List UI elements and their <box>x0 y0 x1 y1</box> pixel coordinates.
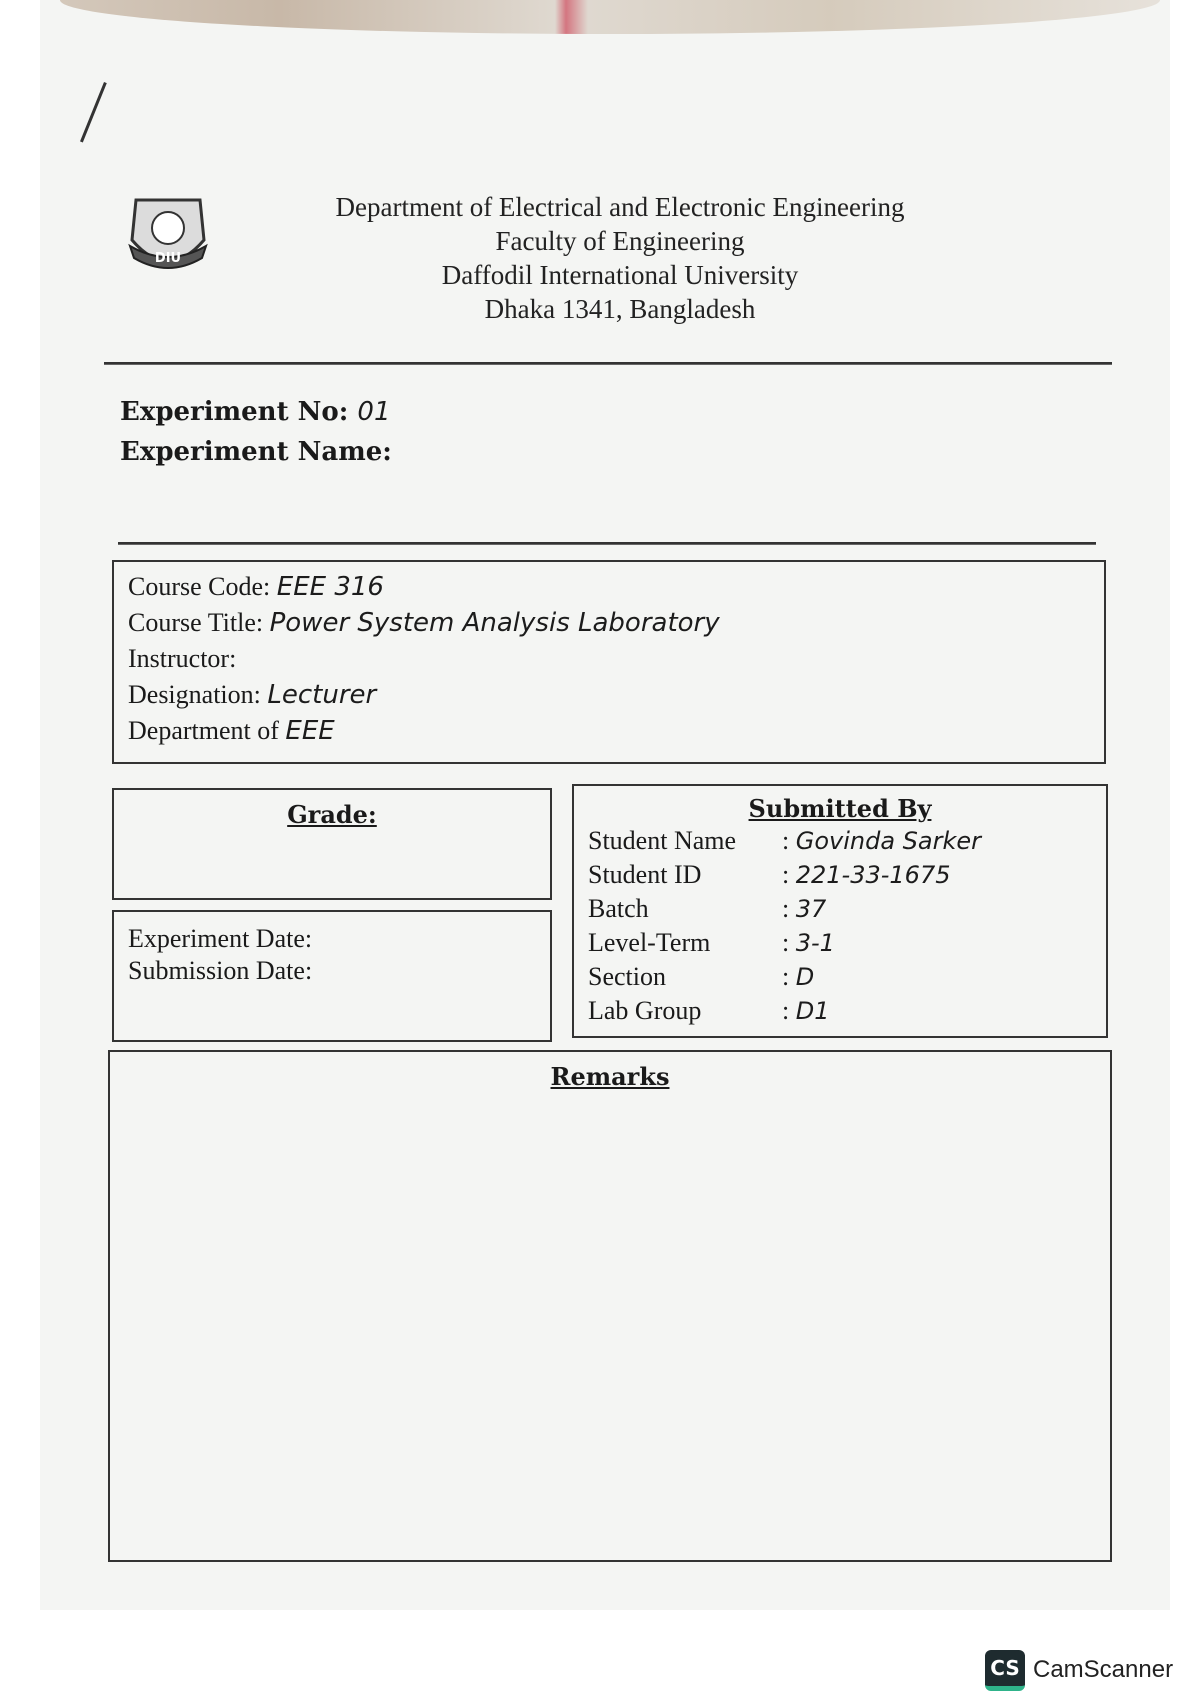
student-name-row: Student Name : Govinda Sarker <box>588 826 982 855</box>
lab-group-value: D1 <box>795 997 830 1025</box>
instructor-label: Instructor: <box>128 644 237 673</box>
student-id-row: Student ID : 221-33-1675 <box>588 860 951 889</box>
designation-label: Designation: <box>128 680 261 709</box>
submitted-by-box <box>572 784 1108 1038</box>
submission-date-label: Submission Date: <box>128 956 313 985</box>
batch-value: 37 <box>795 895 827 923</box>
experiment-info <box>120 392 392 472</box>
course-code-label: Course Code: <box>128 572 271 601</box>
grade-box <box>112 788 552 900</box>
university-name: Daffodil International University <box>441 260 799 290</box>
student-name-label: Student Name <box>588 826 737 855</box>
submitted-by-title: Submitted By <box>748 794 932 823</box>
department-label: Department of <box>128 716 279 745</box>
institution-header <box>270 190 970 326</box>
course-code-row <box>128 572 384 602</box>
camscanner-watermark <box>985 1650 1173 1690</box>
lab-group-row: Lab Group : D1 <box>588 996 830 1025</box>
batch-label: Batch <box>588 894 649 923</box>
section-label: Section <box>588 962 666 991</box>
course-info-box <box>112 560 1106 764</box>
level-term-row: Level-Term : 3-1 <box>588 928 835 957</box>
department-value: EEE <box>285 716 335 746</box>
student-id-value: 221-33-1675 <box>795 861 951 889</box>
grade-title: Grade: <box>287 800 377 829</box>
experiment-date-label: Experiment Date: <box>128 924 313 953</box>
department-row <box>128 716 335 746</box>
instructor-row <box>128 644 236 674</box>
course-code-value: EEE 316 <box>276 572 384 602</box>
student-id-label: Student ID <box>588 860 702 889</box>
section-row: Section : D <box>588 962 815 991</box>
student-name-value: Govinda Sarker <box>795 827 982 855</box>
remarks-title: Remarks <box>550 1062 670 1091</box>
university-logo <box>122 190 214 282</box>
experiment-name-line <box>120 432 392 472</box>
experiment-no-value: 01 <box>357 397 391 427</box>
batch-row: Batch : 37 <box>588 894 827 923</box>
camscanner-label: CamScanner <box>1033 1656 1174 1683</box>
course-title-label: Course Title: <box>128 608 264 637</box>
camscanner-icon: CS <box>985 1650 1025 1691</box>
experiment-name-label: Experiment Name: <box>120 437 392 467</box>
experiment-no-label: Experiment No: <box>120 397 349 427</box>
designation-value: Lecturer <box>267 680 377 710</box>
department-name: Department of Electrical and Electronic Engineering <box>335 192 905 222</box>
level-term-label: Level-Term <box>588 928 711 957</box>
remarks-box <box>108 1050 1112 1562</box>
course-title-row <box>128 608 720 638</box>
faculty-name: Faculty of Engineering <box>495 226 745 256</box>
designation-row <box>128 680 376 710</box>
dates-box <box>112 910 552 1042</box>
course-title-value: Power System Analysis Laboratory <box>269 608 720 638</box>
level-term-value: 3-1 <box>795 929 835 957</box>
logo-text: DIU <box>154 251 182 266</box>
university-address: Dhaka 1341, Bangladesh <box>484 294 756 324</box>
experiment-divider <box>118 542 1096 545</box>
lab-group-label: Lab Group <box>588 996 702 1025</box>
experiment-no-line <box>120 392 392 432</box>
section-value: D <box>795 963 815 991</box>
header-divider <box>104 362 1112 365</box>
